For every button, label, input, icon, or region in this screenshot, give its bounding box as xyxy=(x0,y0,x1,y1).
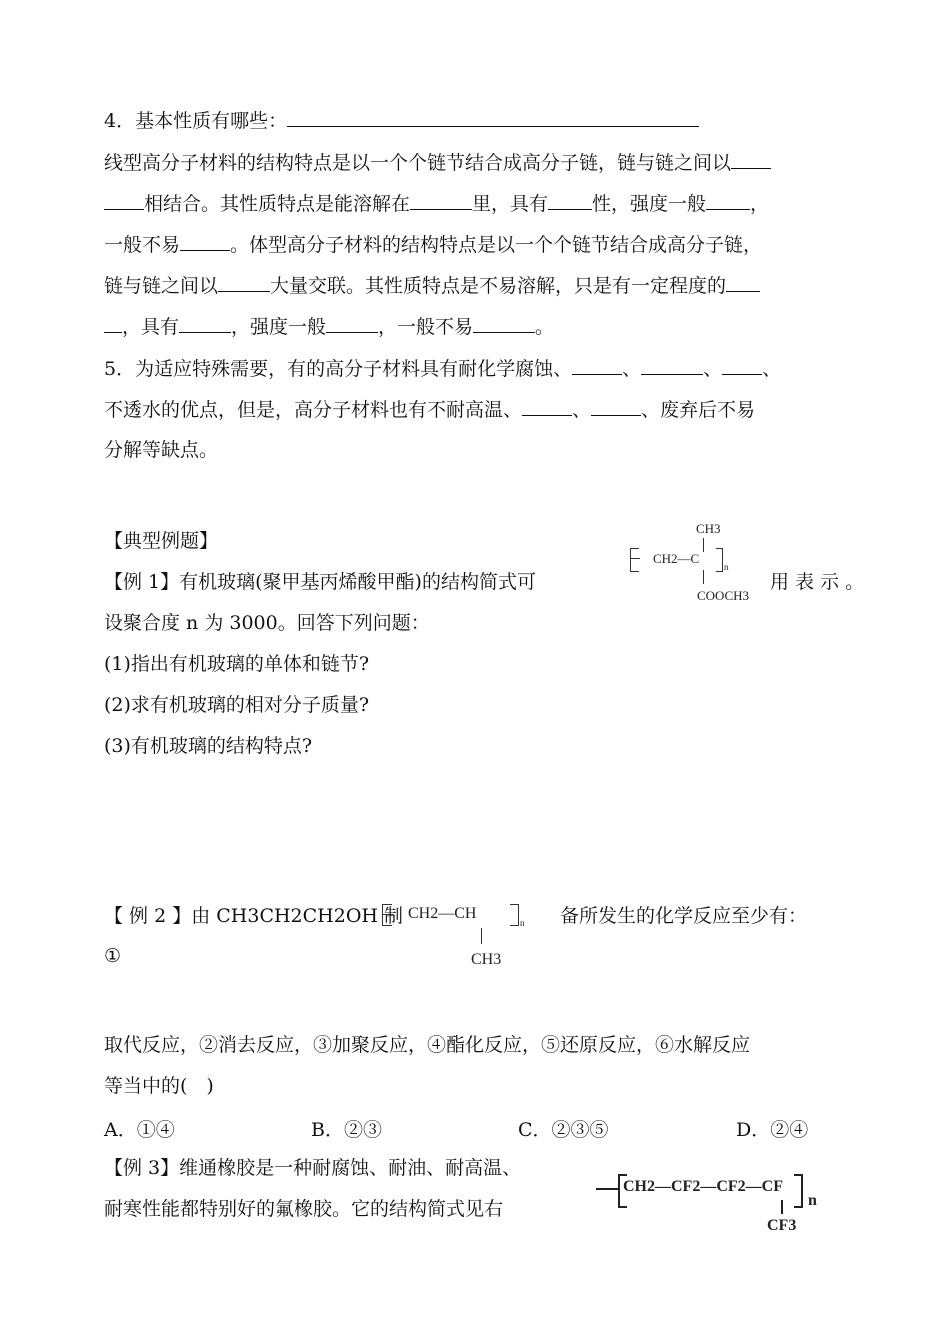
blank xyxy=(722,356,762,375)
blank xyxy=(473,314,535,333)
ex2-line-1a: 【 例 2 】由 CH3CH2CH2OH 制 xyxy=(104,905,404,927)
ex3-main-chain: CH2—CF2—CF2—CF xyxy=(623,1178,783,1195)
blank xyxy=(641,356,703,375)
blank xyxy=(180,232,230,251)
bond-line-icon xyxy=(703,538,704,552)
q5-text: 、废弃后不易 xyxy=(641,399,756,421)
q5-sep: 、 xyxy=(703,358,723,380)
blank xyxy=(572,356,622,375)
ex2-line-3: 取代反应，②消去反应，③加聚反应，④酯化反应，⑤还原反应，⑥水解反应 xyxy=(104,1034,751,1056)
bracket-tick-icon xyxy=(630,558,640,559)
blank xyxy=(548,191,592,210)
right-bracket-icon xyxy=(716,548,723,572)
ex2-main-chain: CH2—CH xyxy=(408,905,477,922)
ex1-line-1b: 用 表 示 。 xyxy=(770,571,865,593)
q5-text: 不透水的优点，但是，高分子材料也有不耐高温、 xyxy=(104,399,523,421)
ex2-line-4: 等当中的( ) xyxy=(104,1075,214,1097)
ex2-line-1b: 备所发生的化学反应至少有： xyxy=(560,905,808,927)
blank xyxy=(731,150,771,169)
q4-text: 。 xyxy=(535,316,555,338)
q4-text: 。体型高分子材料的结构特点是以一个个链节结合成高分子链， xyxy=(230,234,763,256)
q4-text: ，一般不易 xyxy=(378,316,474,338)
ex1-text: 【例 1】有机玻璃(聚甲基丙烯酸甲酯)的结构简式可 xyxy=(104,571,536,593)
q4-text: 大量交联。其性质特点是不易溶解，只是有一定程度的 xyxy=(270,275,727,297)
blank xyxy=(410,191,472,210)
bond-line-icon xyxy=(481,928,482,944)
ex1-q3: (3)有机玻璃的结构特点? xyxy=(104,735,313,757)
option-a: A．①④ xyxy=(104,1119,175,1141)
blank xyxy=(522,397,572,416)
ex2-line-2: ① xyxy=(104,945,122,967)
bond-line-icon xyxy=(703,570,704,584)
right-bracket-icon xyxy=(794,1174,803,1208)
ex1-q1: (1)指出有机玻璃的单体和链节? xyxy=(104,653,370,675)
ex3-line-2: 耐寒性能都特别好的氟橡胶。它的结构简式见右 xyxy=(104,1198,504,1220)
q5-sep: 、 xyxy=(572,399,592,421)
option-d: D．②④ xyxy=(736,1119,809,1141)
q4-text: 性，强度一般 xyxy=(592,193,707,215)
q4-text: ，具有 xyxy=(122,316,180,338)
ex1-bottom-group: COOCH3 xyxy=(697,588,750,603)
ex3-structural-formula xyxy=(596,1170,836,1240)
ex1-structural-formula xyxy=(630,518,765,608)
q4-text: ， xyxy=(750,193,770,215)
blank xyxy=(591,397,641,416)
ex3-n: n xyxy=(808,1192,817,1209)
right-bracket-icon xyxy=(510,904,519,926)
q4-line-4 xyxy=(104,273,760,298)
ex3-bottom-group: CF3 xyxy=(767,1217,797,1234)
blank xyxy=(287,108,699,127)
q4-line-2 xyxy=(104,191,769,216)
ex1-n: n xyxy=(724,562,729,572)
q4-text: ，强度一般 xyxy=(231,316,327,338)
q4-head: 4．基本性质有哪些： xyxy=(104,110,288,132)
q5-text: 5．为适应特殊需要，有的高分子材料具有耐化学腐蚀、 xyxy=(104,358,573,380)
q4-text: 一般不易 xyxy=(104,234,181,256)
ex3-line-1: 【例 3】维通橡胶是一种耐腐蚀、耐油、耐高温、 xyxy=(104,1157,522,1179)
ex1-q2: (2)求有机玻璃的相对分子质量? xyxy=(104,694,370,716)
q4-text: 链与链之间以 xyxy=(104,275,219,297)
ex2-bottom-group: CH3 xyxy=(471,951,502,968)
q5-sep: 、 xyxy=(762,358,782,380)
ex2-structural-formula xyxy=(380,898,550,978)
q4-head-line xyxy=(104,108,699,133)
q4-line-5 xyxy=(104,314,554,339)
blank xyxy=(104,191,144,210)
ex1-line-1 xyxy=(104,570,536,594)
bracket-tick-icon xyxy=(382,914,394,915)
q5-line-1 xyxy=(104,356,781,381)
q5-line-3 xyxy=(104,438,218,462)
ex2-n: n xyxy=(520,918,525,928)
q4-text: 线型高分子材料的结构特点是以一个个链节结合成高分子链，链与链之间以 xyxy=(104,152,732,174)
blank xyxy=(326,314,378,333)
q4-line-1 xyxy=(104,150,771,175)
bond-line-icon xyxy=(781,1200,783,1214)
q5-sep: 、 xyxy=(622,358,642,380)
q4-text: 相结合。其性质特点是能溶解在 xyxy=(144,193,411,215)
ex1-line-2: 设聚合度 n 为 3000。回答下列问题： xyxy=(104,612,430,634)
q4-line-3 xyxy=(104,232,762,257)
q4-text: 里，具有 xyxy=(472,193,549,215)
q5-text: 分解等缺点。 xyxy=(104,439,219,461)
blank xyxy=(179,314,231,333)
section-title: 【典型例题】 xyxy=(104,530,219,552)
left-bracket-icon xyxy=(630,548,639,572)
blank xyxy=(218,273,270,292)
ex1-top-group: CH3 xyxy=(696,521,721,536)
option-c: C．②③⑤ xyxy=(518,1119,609,1141)
bond-line-icon xyxy=(596,1188,618,1190)
blank xyxy=(726,273,760,292)
left-bracket-icon xyxy=(382,904,392,926)
blank xyxy=(104,314,122,333)
option-b: B．②③ xyxy=(311,1119,382,1141)
ex1-main-chain: CH2—C xyxy=(653,551,700,566)
q5-line-2 xyxy=(104,397,755,422)
blank xyxy=(706,191,750,210)
